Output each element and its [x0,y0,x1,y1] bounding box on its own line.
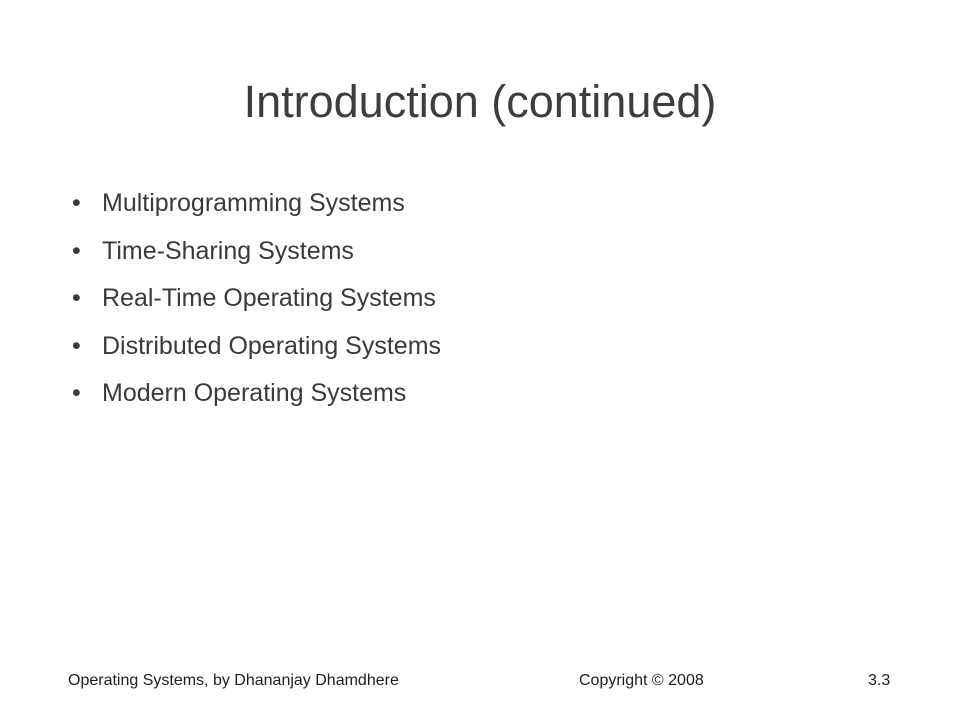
bullet-icon: • [72,331,81,360]
bullet-item [72,370,892,418]
bullet-text: Time-Sharing Systems [102,236,354,265]
footer-copyright: Copyright © 2008 [579,672,704,689]
bullet-item [72,228,892,276]
bullet-item [72,180,892,228]
bullet-item [72,323,892,371]
footer-page-number: 3.3 [868,672,891,689]
bullet-list [72,180,892,418]
bullet-item [72,275,892,323]
footer-book-title: Operating Systems, by Dhananjay Dhamdhere [68,672,399,689]
bullet-text: Multiprogramming Systems [102,189,405,217]
bullet-icon: • [72,284,81,312]
bullet-icon: • [72,379,81,407]
slide-title: Introduction (continued) [243,76,717,127]
bullet-text: Modern Operating Systems [102,379,407,407]
bullet-icon: • [72,189,81,217]
bullet-text: Real-Time Operating Systems [102,284,436,312]
bullet-icon: • [72,236,81,265]
bullet-text: Distributed Operating Systems [102,331,442,360]
